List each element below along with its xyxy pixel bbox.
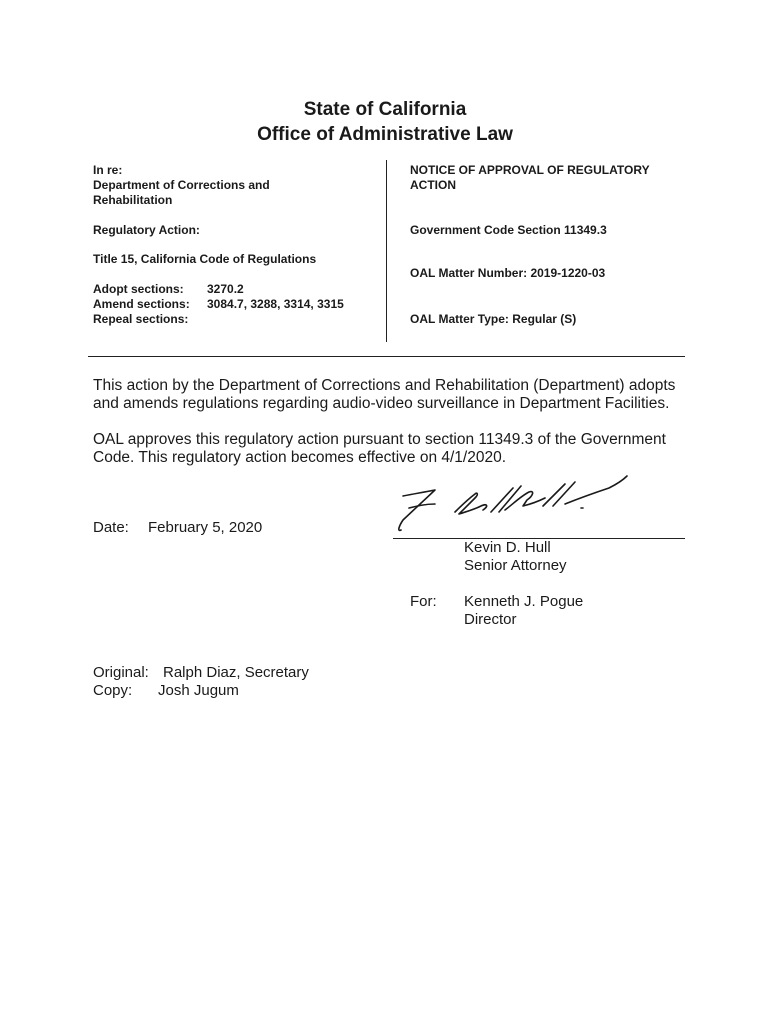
title-15-label: Title 15, California Code of Regulations: [93, 252, 317, 266]
paragraph-1-line-1: This action by the Department of Corrections and Rehabilitation (Department) adopts: [93, 377, 676, 394]
paragraph-2-line-2: Code. This regulatory action becomes effective on 4/1/2020.: [93, 449, 507, 466]
for-title: Director: [464, 611, 517, 628]
copy-label: Copy:: [93, 682, 133, 699]
header-divider: [88, 356, 685, 357]
department-line1: Department of Corrections and: [93, 178, 270, 192]
repeal-sections-label: Repeal sections:: [93, 312, 189, 326]
signer-title: Senior Attorney: [464, 557, 567, 574]
in-re-label: In re:: [93, 163, 123, 177]
signer-name: Kevin D. Hull: [464, 539, 551, 556]
regulatory-action-label: Regulatory Action:: [93, 223, 200, 237]
notice-line1: NOTICE OF APPROVAL OF REGULATORY: [410, 163, 650, 177]
header-office: Office of Administrative Law: [257, 124, 513, 145]
government-code-section: Government Code Section 11349.3: [410, 223, 607, 237]
for-name: Kenneth J. Pogue: [464, 593, 584, 610]
oal-matter-number: OAL Matter Number: 2019-1220-03: [410, 266, 606, 280]
original-value: Ralph Diaz, Secretary: [163, 664, 309, 681]
column-divider: [386, 160, 387, 342]
paragraph-2-line-1: OAL approves this regulatory action pursuant to section 11349.3 of the Government: [93, 431, 666, 448]
paragraph-1-line-2: and amends regulations regarding audio-video surveillance in Department Facilities.: [93, 395, 670, 412]
department-line2: Rehabilitation: [93, 193, 173, 207]
copy-value: Josh Jugum: [158, 682, 239, 699]
original-label: Original:: [93, 664, 149, 681]
for-label: For:: [410, 593, 437, 610]
date-label: Date:: [93, 519, 129, 536]
adopt-sections-label: Adopt sections:: [93, 282, 184, 296]
header-state: State of California: [303, 99, 467, 120]
amend-sections-value: 3084.7, 3288, 3314, 3315: [207, 297, 344, 311]
date-value: February 5, 2020: [148, 519, 263, 536]
adopt-sections-value: 3270.2: [207, 282, 244, 296]
oal-matter-type: OAL Matter Type: Regular (S): [410, 312, 577, 326]
amend-sections-label: Amend sections:: [93, 297, 190, 311]
handwritten-signature: [395, 470, 635, 538]
notice-line2: ACTION: [410, 178, 456, 192]
